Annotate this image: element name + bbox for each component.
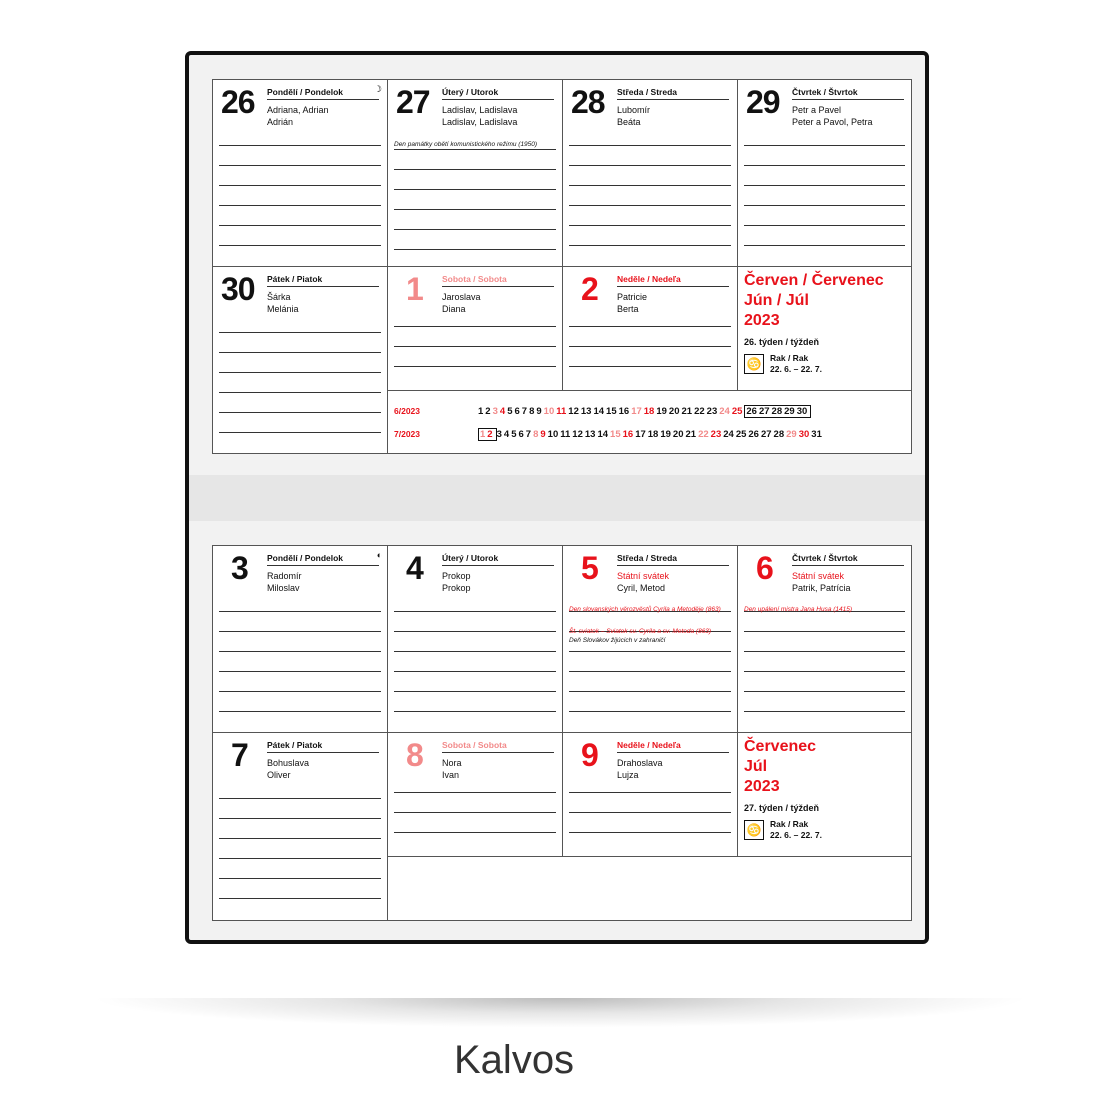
mini-calendar-day: 26 [748,429,759,440]
nameday: Šárka [267,292,291,302]
day-name: Pátek / Piatok [267,274,379,287]
zodiac-name: Rak / Rak [770,353,809,363]
day-name: Sobota / Sobota [442,274,554,287]
mini-calendar-day: 7 [525,429,532,440]
mini-calendar-day: 20 [668,406,680,417]
week-page-top [212,79,912,454]
writing-lines [744,126,905,246]
day-cell[interactable] [563,267,738,391]
holiday-label: Státní svátek [617,571,670,581]
mini-calendar-day: 16 [618,406,630,417]
nameday: Jaroslava [442,292,481,302]
mini-calendar-day: 6 [514,406,520,417]
day-note: Deň Slovákov žijúcich v zahraničí [569,637,666,644]
mini-calendar-day: 11 [556,406,567,417]
writing-lines [394,130,556,250]
month-title-sk: Júl [744,758,768,775]
mini-calendar-day: 3 [496,429,502,440]
shadow [90,998,1030,1028]
mini-calendar-day: 25 [731,406,743,417]
mini-calendar-day: 22 [694,406,705,417]
nameday: Nora [442,758,462,768]
mini-calendar-day: 21 [685,429,697,440]
day-number: 7 [231,737,248,773]
day-note: Den památky obětí komunistického režimu (1950) [394,141,538,148]
week-page-bottom [212,545,912,921]
current-week-highlight [478,428,497,441]
day-cell[interactable] [213,267,388,453]
day-name: Pondělí / Pondelok [267,87,379,100]
nameday: Berta [617,304,639,314]
day-name: Středa / Streda [617,87,729,100]
nameday: Cyril, Metod [617,583,666,593]
day-number: 6 [756,550,773,586]
mini-calendar-day: 23 [706,406,718,417]
writing-lines [394,773,556,833]
day-number: 3 [231,550,248,586]
day-cell[interactable] [563,733,738,857]
holiday-label: Státní svátek [792,571,845,581]
mini-calendar-label: 6/2023 [394,406,420,416]
day-name: Pondělí / Pondelok [267,553,379,566]
writing-lines [569,126,731,246]
day-number: 9 [581,737,598,773]
moon-phase-icon: ☽ [373,84,382,94]
mini-calendar-day: 14 [593,406,605,417]
cancer-zodiac-icon: ♋ [744,354,764,374]
nameday: Patricie [617,292,648,302]
day-cell[interactable] [388,546,563,733]
nameday: Ladislav, Ladislava [442,105,518,115]
mini-calendar-day: 12 [568,406,579,417]
mini-calendar-day: 4 [503,429,510,440]
month-info [738,267,911,391]
mini-calendar-day: 8 [533,429,539,440]
day-cell[interactable] [738,80,911,267]
mini-calendar-day: 2 [485,406,491,417]
nameday: Diana [442,304,466,314]
writing-lines [219,313,381,433]
day-name: Neděle / Nedeľa [617,274,729,287]
mini-calendar-day: 6 [518,429,524,440]
mini-calendar-label: 7/2023 [394,429,420,439]
nameday: Oliver [267,770,291,780]
day-name: Středa / Streda [617,553,729,566]
logo-tld: .cz [574,1038,626,1082]
month-info [738,733,911,857]
writing-lines [569,307,731,367]
empty-notes-area [388,857,911,920]
nameday: Peter a Pavol, Petra [792,117,873,127]
nameday: Adriana, Adrian [267,105,329,115]
day-number: 28 [571,84,605,120]
zodiac-range: 22. 6. – 22. 7. [770,364,822,374]
mini-calendar-day: 7 [521,406,528,417]
writing-lines [394,307,556,367]
nameday: Lubomír [617,105,651,115]
writing-lines [219,592,381,712]
mini-calendar-day: 1 [478,406,484,417]
mini-calendar-day: 14 [597,429,609,440]
mini-calendar-day: 25 [735,429,747,440]
mini-calendar-day: 13 [584,429,596,440]
logo-text: Kalvos [454,1038,575,1082]
day-number: 27 [396,84,430,120]
mini-calendar-day: 22 [698,429,709,440]
day-number: 30 [221,271,255,307]
mini-calendar-day: 31 [811,429,822,440]
mini-calendar-day: 5 [507,406,513,417]
month-title: Červenec [744,738,817,755]
mini-calendar-day: 10 [543,406,555,417]
mini-calendar-day: 24 [723,429,734,440]
mini-calendar-day: 28 [771,406,783,417]
kalvos-logo[interactable] [454,1038,625,1083]
day-cell[interactable] [563,546,738,733]
mini-calendar-day: 23 [710,429,722,440]
writing-lines [219,779,381,899]
page-gap [189,475,925,521]
day-cell[interactable] [388,267,563,391]
mini-calendar-day: 29 [786,429,797,440]
mini-calendar-day: 30 [798,429,810,440]
mini-calendar-day: 28 [773,429,785,440]
cancer-zodiac-icon: ♋ [744,820,764,840]
mini-calendar-day: 30 [796,406,808,417]
mini-calendar-day: 15 [606,406,617,417]
day-cell[interactable] [213,80,388,267]
day-name: Pátek / Piatok [267,740,379,753]
mini-calendar-day: 19 [656,406,667,417]
current-week-highlight [744,405,811,418]
mini-calendar-day: 26 [746,406,757,417]
zodiac-name: Rak / Rak [770,819,809,829]
day-cell[interactable] [388,80,563,267]
day-cell[interactable] [213,546,388,733]
writing-lines [219,126,381,246]
year: 2023 [744,778,780,795]
nameday: Ivan [442,770,460,780]
day-number: 4 [406,550,423,586]
writing-lines [394,592,556,712]
day-note: Den slovanských věrozvěstů Cyrila a Metoděje (863) [569,606,721,613]
nameday: Melánia [267,304,299,314]
month-title: Červen / Červenec [744,272,884,289]
mini-calendar-day: 20 [672,429,684,440]
nameday: Lujza [617,770,639,780]
diary-frame [185,51,929,944]
mini-calendar-day: 27 [758,406,770,417]
mini-calendar-day: 3 [492,406,498,417]
mini-calendar-day: 17 [631,406,642,417]
day-number: 2 [581,271,598,307]
mini-calendar-day: 24 [719,406,730,417]
nameday: Prokop [442,571,471,581]
mini-calendar-day: 13 [580,406,592,417]
day-number: 26 [221,84,255,120]
nameday: Drahoslava [617,758,663,768]
mini-calendar-day: 17 [635,429,646,440]
mini-calendar-day: 10 [547,429,559,440]
mini-calendar-day: 27 [760,429,772,440]
mini-calendar-day: 19 [660,429,671,440]
day-cell[interactable] [563,80,738,267]
nameday: Petr a Pavel [792,105,842,115]
mini-calendar-day: 29 [784,406,795,417]
day-name: Úterý / Utorok [442,87,554,100]
mini-calendar-day: 21 [681,406,693,417]
day-name: Sobota / Sobota [442,740,554,753]
mini-calendar-day: 2 [487,429,493,440]
mini-calendar-day: 15 [610,429,621,440]
day-name: Čtvrtek / Štvrtok [792,553,904,566]
mini-calendar-day: 12 [572,429,583,440]
day-number: 29 [746,84,780,120]
day-number: 5 [581,550,598,586]
nameday: Ladislav, Ladislava [442,117,518,127]
mini-calendar-day: 18 [643,406,655,417]
mini-calendar-day: 5 [511,429,517,440]
month-title-sk: Jún / Júl [744,292,809,309]
year: 2023 [744,312,780,329]
mini-calendar-day: 4 [499,406,506,417]
day-name: Čtvrtek / Štvrtok [792,87,904,100]
mini-calendar-day: 8 [529,406,535,417]
day-cell[interactable] [213,733,388,920]
mini-calendar-day: 16 [622,429,634,440]
week-number: 27. týden / týždeň [744,803,820,813]
mini-calendar [388,391,911,453]
zodiac-range: 22. 6. – 22. 7. [770,830,822,840]
mini-calendar-day: 1 [480,429,486,440]
day-number: 1 [406,271,423,307]
day-cell[interactable] [388,733,563,857]
mini-calendar-day: 18 [647,429,659,440]
nameday: Prokop [442,583,471,593]
mini-calendar-day: 9 [540,429,546,440]
day-name: Neděle / Nedeľa [617,740,729,753]
nameday: Beáta [617,117,641,127]
nameday: Radomír [267,571,302,581]
nameday: Patrik, Patrícia [792,583,851,593]
mini-calendar-day: 11 [560,429,571,440]
nameday: Bohuslava [267,758,310,768]
week-number: 26. týden / týždeň [744,337,820,347]
writing-lines [569,773,731,833]
day-note: Den upálení mistra Jana Husa (1415) [744,606,853,613]
mini-calendar-day: 9 [536,406,542,417]
moon-phase-icon: ◐ [376,550,382,560]
day-number: 8 [406,737,423,773]
day-cell[interactable] [738,546,911,733]
day-note: Št. sviatok – Sviatok sv. Cyrila a sv. Metoda (863) [569,628,712,635]
nameday: Miloslav [267,583,300,593]
nameday: Adrián [267,117,294,127]
day-name: Úterý / Utorok [442,553,554,566]
